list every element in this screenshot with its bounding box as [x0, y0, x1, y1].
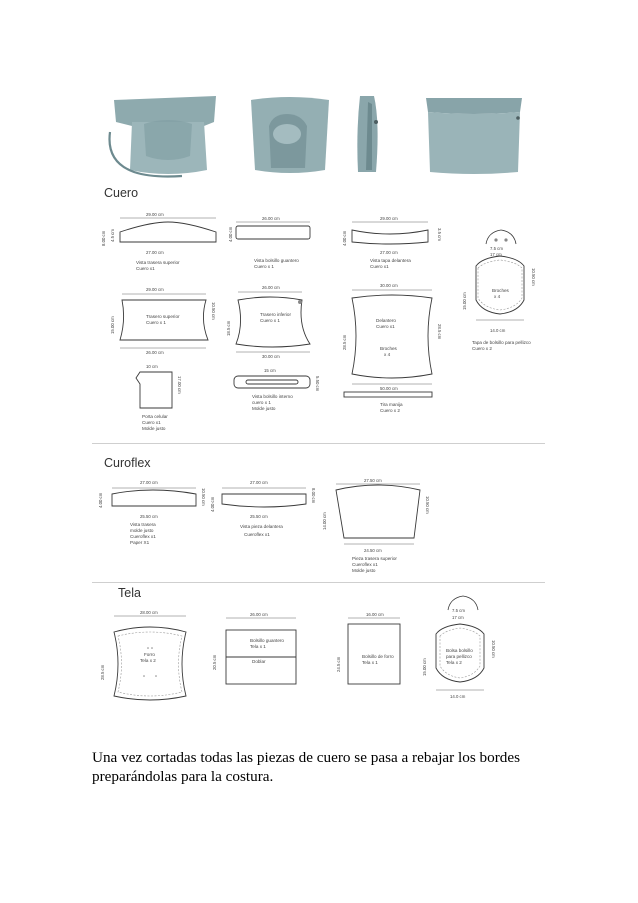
dim-label: 4.5 cm: [110, 229, 115, 242]
dim-label: 30.00 cm: [380, 283, 398, 288]
piece-label: Tela x 1: [362, 660, 378, 665]
dim-label: 4.00 cm: [210, 496, 215, 512]
piece-label: para pellizco: [446, 654, 472, 659]
piece-label: Tela x 2: [140, 658, 156, 663]
dim-label: 26.00 cm: [262, 285, 280, 290]
dim-label: 29.00 cm: [380, 216, 398, 221]
piece-label: Molde justo: [352, 568, 376, 573]
piece-label: Paper X1: [130, 540, 150, 545]
dim-label: 4.00 cm: [98, 492, 103, 508]
dim-label: 10.50 cm: [201, 488, 206, 506]
piece-label: Doblar: [252, 659, 266, 664]
piece-label: Cueroflex x1: [244, 532, 270, 537]
dim-label: 10.50 cm: [491, 640, 496, 658]
dim-label: 14.00 cm: [322, 512, 327, 530]
piece-label: Vista trasera superior: [136, 260, 180, 265]
dim-label: 27.00 cm: [140, 480, 158, 485]
dim-label: 27.00 cm: [250, 480, 268, 485]
piece-label: Bolsillo guantero: [250, 638, 284, 643]
dim-label: 5.50 cm: [315, 376, 320, 392]
dim-label: 17.00 cm: [177, 376, 182, 394]
dim-label: 15.00 cm: [422, 658, 427, 676]
body-paragraph: Una vez cortadas todas las piezas de cuero se pasa a rebajar los bordes preparándolas para la costura.: [92, 749, 521, 785]
dim-label: 14.0 cm: [490, 328, 506, 333]
dim-label: 27.00 cm: [380, 250, 398, 255]
dim-label: 26.00 cm: [250, 612, 268, 617]
piece-label: Molde justo: [142, 426, 166, 431]
dim-label: 4.00 cm: [342, 230, 347, 246]
dim-label: 20.5 cm: [212, 654, 217, 670]
piece-label: Tela x 2: [446, 660, 462, 665]
dim-label: 25.50 cm: [140, 514, 158, 519]
dim-label: 15.00 cm: [462, 292, 467, 310]
dim-label: 4.00 cm: [228, 226, 233, 242]
piece-label: Tapa de bolsillo para pellizco: [472, 340, 531, 345]
piece-label: Vista trasera: [130, 522, 156, 527]
dim-label: 50.00 cm: [380, 386, 398, 391]
piece-label: Vista bolsillo interno: [252, 394, 293, 399]
dim-label: 29.00 cm: [146, 212, 164, 217]
piece-label: Bolsa bolsillo: [446, 648, 473, 653]
piece-label: Cuero x1: [370, 264, 389, 269]
piece-label: x 4: [384, 352, 391, 357]
dim-label: 17 cm: [452, 615, 464, 620]
dim-label: 27.50 cm: [364, 478, 382, 483]
dim-label: 3.5 cm: [437, 228, 442, 241]
dim-label: 7.5 cm: [490, 246, 503, 251]
dim-label: 30.00 cm: [262, 354, 280, 359]
dim-label: 18.5 cm: [226, 320, 231, 336]
dim-label: 17 cm: [490, 252, 502, 257]
piece-label: Cuero x1: [142, 420, 161, 425]
dim-label: 28.5 cm: [100, 664, 105, 680]
dim-label: 27.00 cm: [146, 250, 164, 255]
piece-label: Porta celular: [142, 414, 168, 419]
dim-label: 15.00 cm: [110, 316, 115, 334]
piece-label: Cuero x 2: [472, 346, 492, 351]
piece-label: x 4: [494, 294, 501, 299]
piece-label: Vista bolsillo guantero: [254, 258, 299, 263]
dim-label: 25.50 cm: [250, 514, 268, 519]
piece-label: Pieza trasera superior: [352, 556, 397, 561]
dim-label: 8.00 cm: [101, 230, 106, 246]
dim-label: 24.50 cm: [364, 548, 382, 553]
piece-label: Broches: [492, 288, 509, 293]
dim-label: 29.00 cm: [146, 287, 164, 292]
piece-label: Forro: [144, 652, 155, 657]
section-title-cuero: Cuero: [104, 186, 139, 200]
piece-label: Trasero superior: [146, 314, 180, 319]
piece-label: Tira manija: [380, 402, 403, 407]
piece-label: Broches: [380, 346, 397, 351]
piece-label: Trasero inferior: [260, 312, 291, 317]
dim-label: 24.5 cm: [336, 656, 341, 672]
dim-label: 26.00 cm: [262, 216, 280, 221]
dim-label: 28.00 cm: [140, 610, 158, 615]
piece-label: Vista pieza delantera: [240, 524, 283, 529]
piece-label: cuero x 1: [252, 400, 271, 405]
piece-label: Cuero x1: [136, 266, 155, 271]
piece-label: Cuero x 1: [260, 318, 280, 323]
piece-label: Cueroflex x1: [130, 534, 156, 539]
piece-label: Cueroflex x1: [352, 562, 378, 567]
piece-label: Vista tapa delantera: [370, 258, 411, 263]
dim-label: 28.5 cm: [342, 334, 347, 350]
dim-label: 7.5 cm: [452, 608, 465, 613]
piece-label: Cuero x 1: [254, 264, 274, 269]
dim-label: 10.50 cm: [211, 302, 216, 320]
dim-label: 15 cm: [264, 368, 276, 373]
dim-label: 10 cm: [146, 364, 158, 369]
dim-label: 28.5 cm: [437, 324, 442, 340]
piece-label: Cuero x 1: [146, 320, 166, 325]
piece-label: Delantero: [376, 318, 396, 323]
piece-label: Molde justo: [252, 406, 276, 411]
piece-label: molde justo: [130, 528, 154, 533]
dim-label: 8.00 cm: [311, 488, 316, 504]
piece-label: Cuero x1: [376, 324, 395, 329]
piece-label: Tela x 1: [250, 644, 266, 649]
piece-label: Bolsillo de forro: [362, 654, 394, 659]
dim-label: 16.00 cm: [366, 612, 384, 617]
dim-label: 26.00 cm: [146, 350, 164, 355]
section-title-tela: Tela: [118, 586, 141, 600]
piece-label: Cuero x 2: [380, 408, 400, 413]
dim-label: 14.0 cm: [450, 694, 466, 699]
dim-label: 10.50 cm: [425, 496, 430, 514]
section-title-curoflex: Curoflex: [104, 456, 151, 470]
dim-label: 10.50 cm: [531, 268, 536, 286]
